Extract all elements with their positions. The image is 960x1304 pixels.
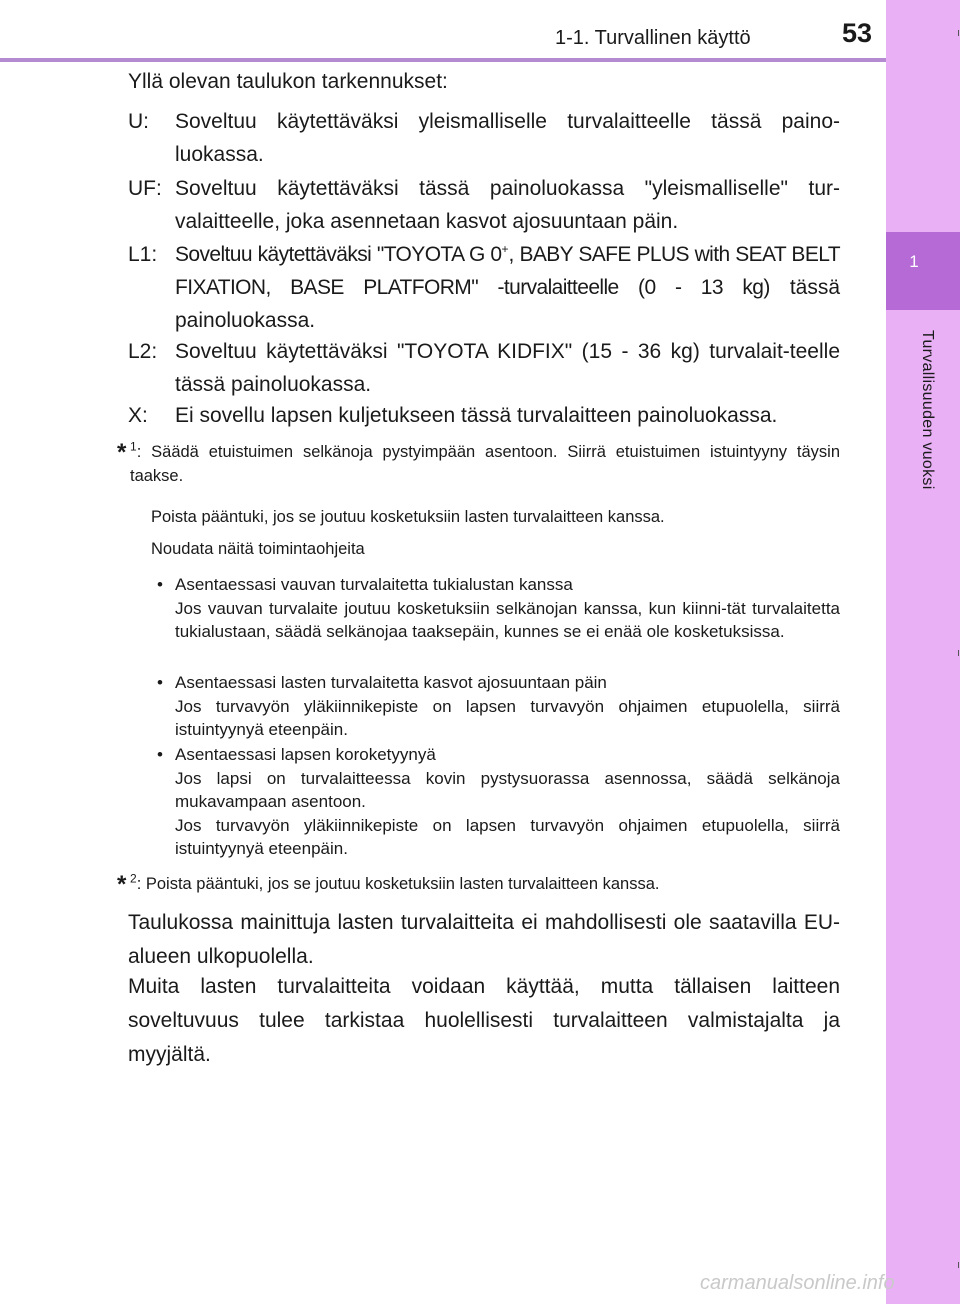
definition-text: Soveltuu käytettäväksi yleismalliselle turvalaitteelle tässä paino-luokassa. <box>175 110 840 166</box>
chapter-sidebar <box>886 0 960 1304</box>
definition-text-part: tässä painoluokassa. <box>175 276 841 332</box>
closing-paragraph: Taulukossa mainittuja lasten turvalaitteita ei mahdollisesti ole saatavilla EU-alueen ulkopuolella. <box>128 911 840 968</box>
bullet-detail: Jos vauvan turvalaite joutuu kosketuksiin selkänojan kanssa, kun kiinni-tät turvalaitetta tukialustaan, säädä selkänojaa taaksepäin, kunnes se ei enää ole kosketuksissa. <box>175 598 840 641</box>
bullet-detail: Jos turvavyön yläkiinnikepiste on lapsen turvavyön ohjaimen etupuolella, siirrä istuintyynyä eteenpäin. <box>175 815 840 858</box>
bullet-detail: Jos lapsi on turvalaitteessa kovin pystysuorassa asennossa, säädä selkänoja mukavampaan asentoon. <box>175 768 840 811</box>
definition-text <box>175 238 840 337</box>
definition-key: U: <box>128 110 149 133</box>
bullet-dot: • <box>157 575 163 594</box>
definition-text: Soveltuu käytettäväksi "TOYOTA KIDFIX" (15 - 36 kg) turvalait-teelle tässä painoluokassa. <box>175 340 840 396</box>
trim-mark <box>958 1262 959 1268</box>
trim-mark <box>958 650 959 656</box>
definition-text-part: Soveltuu käytettäväksi "TOYOTA G 0 <box>175 243 502 266</box>
footnote-2 <box>130 872 840 896</box>
definition-key: X: <box>128 404 148 427</box>
footnote-star: * <box>117 439 127 466</box>
bullet-title: Asentaessasi lasten turvalaitetta kasvot ajosuuntaan päin <box>175 673 607 692</box>
definition-key: UF: <box>128 177 162 200</box>
definition-key: L2: <box>128 340 158 363</box>
footnote-number: 2 <box>130 871 137 886</box>
chapter-number: 1 <box>909 252 919 271</box>
bullet-title: Asentaessasi lapsen koroketyynyä <box>175 745 436 764</box>
watermark: carmanualsonline.info <box>700 1272 895 1294</box>
footnote-1 <box>130 440 840 488</box>
header-rule <box>0 58 886 62</box>
bullet-dot: • <box>157 745 163 764</box>
chapter-label: Turvallisuuden vuoksi <box>919 330 936 490</box>
definition-text: Soveltuu käytettäväksi tässä painoluokassa "yleismalliselle" tur-valaitteelle, joka asennetaan kasvot ajosuuntaan päin. <box>175 177 840 233</box>
page-number: 53 <box>842 18 873 48</box>
footnote-number: 1 <box>130 439 137 454</box>
definition-key: L1: <box>128 243 158 266</box>
definition-text-part: , BABY SAFE PLUS with SEAT BELT FIXATION, BASE PLATFORM" -turvalaitteelle (0 - 13 kg) <box>175 243 840 299</box>
definition-text: Ei sovellu lapsen kuljetukseen tässä turvalaitteen painoluokassa. <box>175 404 778 427</box>
section-title: 1-1. Turvallinen käyttö <box>555 27 751 49</box>
footnote-text: : Poista pääntuki, jos se joutuu kosketuksiin lasten turvalaitteen kanssa. <box>136 875 660 893</box>
footnote-text: : Säädä etuistuimen selkänoja pystyimpään asentoon. Siirrä etuistuimen istuintyyny täysin taakse. <box>130 443 840 485</box>
bullet-dot: • <box>157 673 163 692</box>
intro-text: Yllä olevan taulukon tarkennukset: <box>128 70 448 93</box>
bullet-title: Asentaessasi vauvan turvalaitetta tukialustan kanssa <box>175 575 573 594</box>
footnote-star: * <box>117 871 127 898</box>
bullet-detail: Jos turvavyön yläkiinnikepiste on lapsen turvavyön ohjaimen etupuolella, siirrä istuintyynyä eteenpäin. <box>175 696 840 739</box>
footnote-para: Noudata näitä toimintaohjeita <box>151 540 365 558</box>
footnote-para: Poista pääntuki, jos se joutuu kosketuksiin lasten turvalaitteen kanssa. <box>151 508 665 526</box>
superscript-plus: + <box>501 242 509 256</box>
closing-paragraph: Muita lasten turvalaitteita voidaan käyttää, mutta tällaisen laitteen soveltuvuus tulee tarkistaa huolellisesti turvalaitteen valmistajalta ja myyjältä. <box>128 975 840 1066</box>
trim-mark <box>958 30 959 36</box>
